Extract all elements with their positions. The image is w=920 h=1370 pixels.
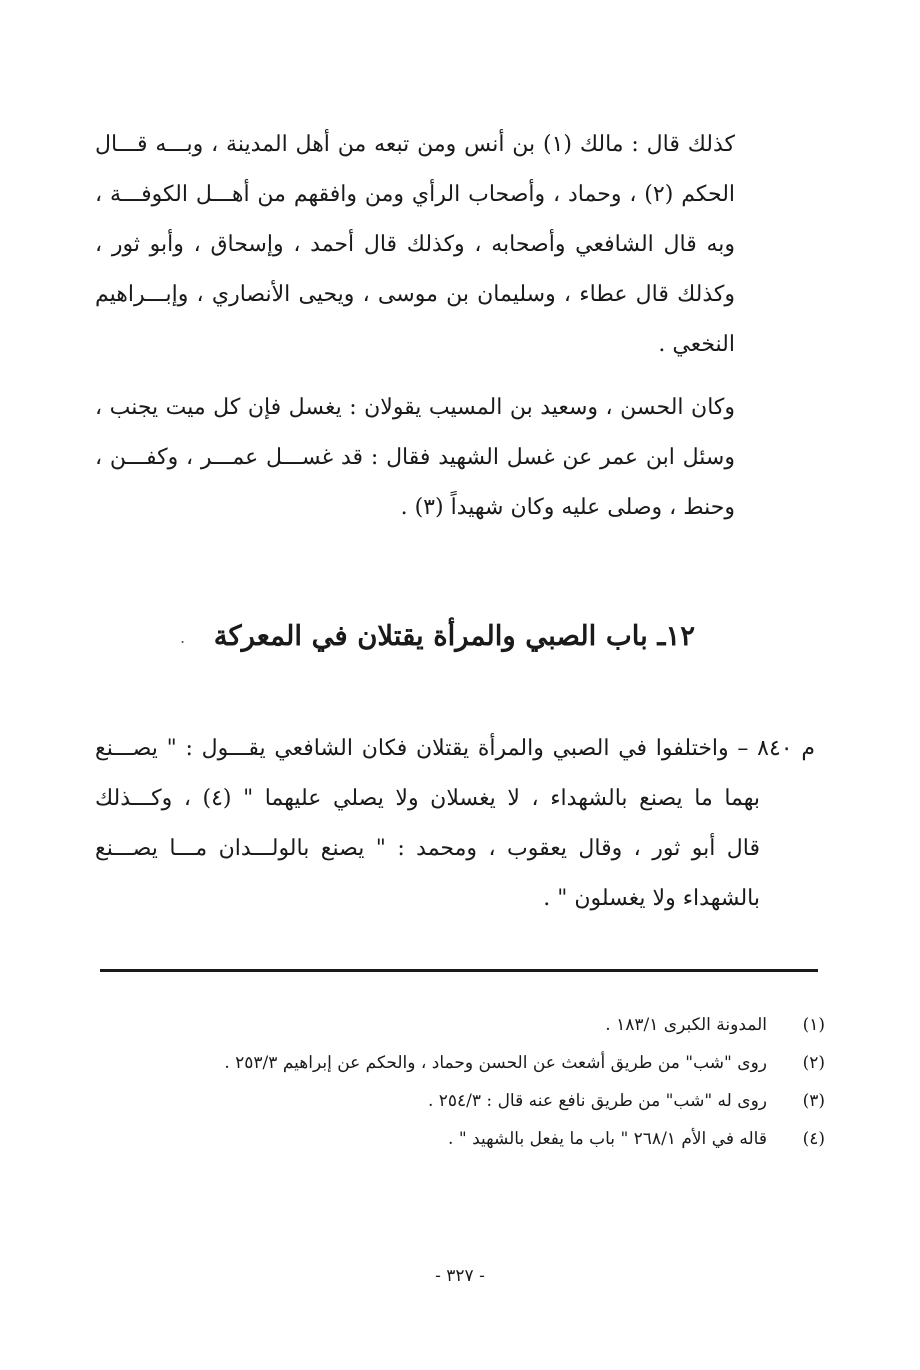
paragraph-hasan: [95, 383, 735, 533]
footnote-text: قاله في الأم ٢٦٨/١ " باب ما يفعل بالشهيد " .: [448, 1129, 767, 1149]
text-line: وسئل ابن عمر عن غسل الشهيد فقال : قد غســـل عمـــر ، وكفـــن ،: [95, 445, 735, 470]
page-number: - ٣٢٧ -: [435, 1266, 485, 1286]
text-line: وكذلك قال عطاء ، وسليمان بن موسى ، ويحيى الأنصاري ، وإبـــراهيم: [95, 282, 735, 307]
text-line: م ٨٤٠ – واختلفوا في الصبي والمرأة يقتلان فكان الشافعي يقـــول : " يصـــنع: [95, 736, 815, 761]
footnote-text: روى له "شب" من طريق نافع عنه قال : ٢٥٤/٣ .: [427, 1091, 767, 1111]
text-line: بالشهداء ولا يغسلون " .: [543, 886, 760, 911]
text-line: النخعي .: [658, 332, 735, 357]
text-line: وحنط ، وصلى عليه وكان شهيداً (٣) .: [400, 495, 735, 520]
footnote-divider: [100, 969, 818, 972]
footnote-number: (٣): [802, 1091, 825, 1111]
footnote-number: (٤): [802, 1129, 825, 1149]
footnote-number: (٢): [802, 1053, 825, 1073]
footnote: [165, 1082, 825, 1120]
text-line: وبه قال الشافعي وأصحابه ، وكذلك قال أحمد ، وإسحاق ، وأبو ثور ،: [95, 232, 735, 257]
footnote-text: المدونة الكبرى ١٨٣/١ .: [605, 1015, 767, 1035]
footnote-number: (١): [802, 1015, 825, 1035]
footnotes: [165, 1006, 825, 1158]
chapter-heading: ١٢ـ باب الصبي والمرأة يقتلان في المعركة: [213, 620, 695, 652]
text-line: قال أبو ثور ، وقال يعقوب ، ومحمد : " يصنع بالولـــدان مـــا يصـــنع: [95, 836, 760, 861]
footnote: [165, 1006, 825, 1044]
paragraph-opinions: [95, 120, 735, 370]
text-line: كذلك قال : مالك (١) بن أنس ومن تبعه من أهل المدينة ، وبـــه قـــال: [95, 132, 735, 157]
text-line: بهما ما يصنع بالشهداء ، لا يغسلان ولا يصلي عليهما " (٤) ، وكـــذلك: [95, 786, 760, 811]
heading-mark: .: [180, 628, 186, 647]
text-line: وكان الحسن ، وسعيد بن المسيب يقولان : يغسل فإن كل ميت يجنب ،: [95, 395, 735, 420]
footnote: [165, 1120, 825, 1158]
footnote: [165, 1044, 825, 1082]
paragraph-issue-840: [95, 724, 815, 924]
text-line: الحكم (٢) ، وحماد ، وأصحاب الرأي ومن وافقهم من أهـــل الكوفـــة ،: [95, 182, 735, 207]
footnote-text: روى "شب" من طريق أشعث عن الحسن وحماد ، والحكم عن إبراهيم ٢٥٣/٣ .: [224, 1053, 767, 1073]
